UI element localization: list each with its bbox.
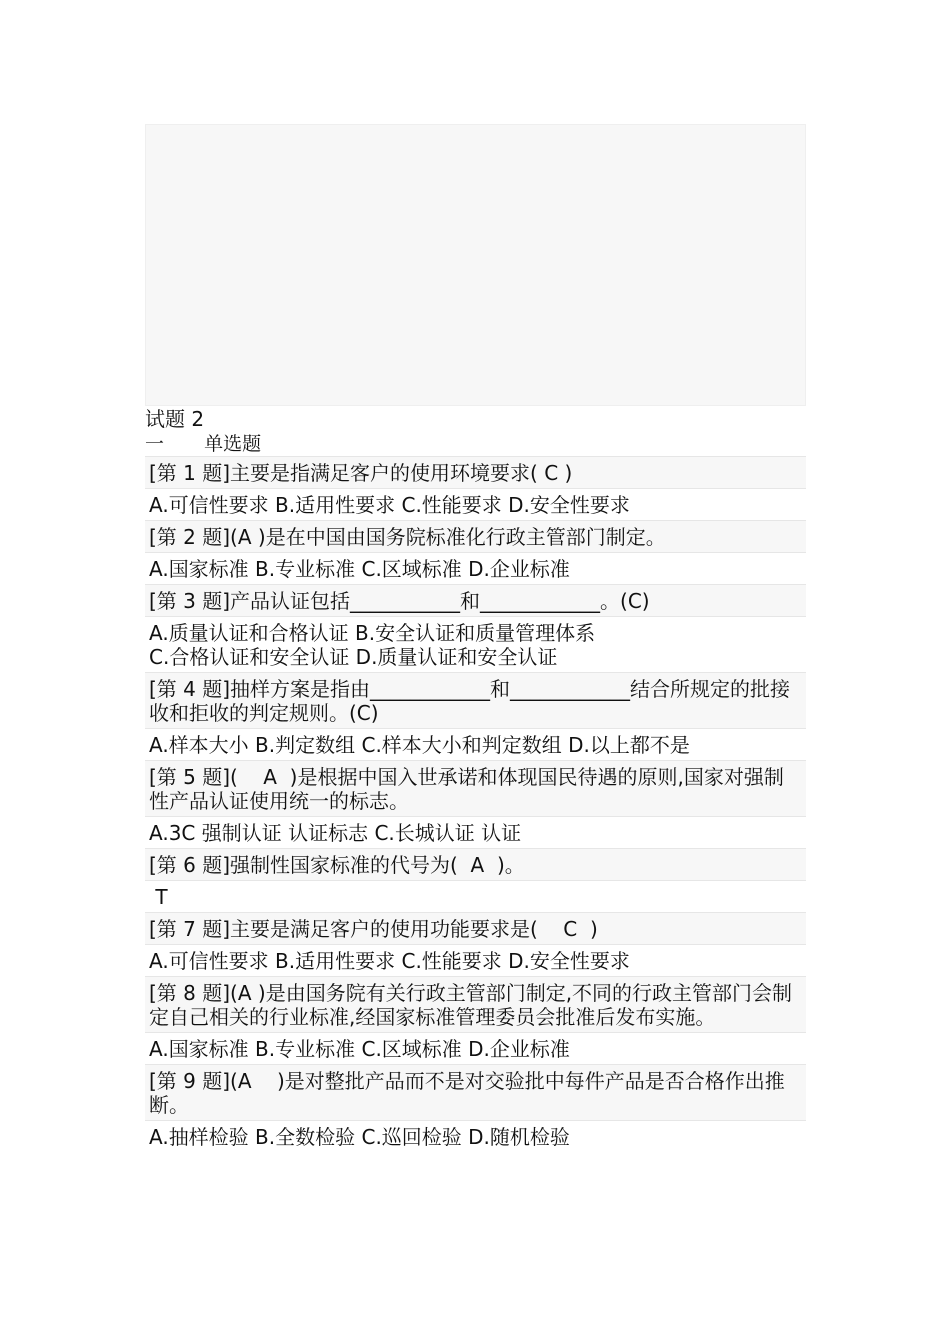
page-title: 试题 2 bbox=[145, 407, 205, 431]
question-row: [第 5 题]( A )是根据中国入世承诺和体现国民待遇的原则,国家对强制性产品认证使用统一的标志。 bbox=[145, 760, 806, 816]
question-row: [第 2 题](A )是在中国由国务院标准化行政主管部门制定。 bbox=[145, 520, 806, 552]
options-row: A.质量认证和合格认证 B.安全认证和质量管理体系 C.合格认证和安全认证 D.质量认证和安全认证 bbox=[145, 616, 806, 672]
section-heading bbox=[145, 432, 261, 456]
question-row: [第 8 题](A )是由国务院有关行政主管部门制定,不同的行政主管部门会制定自己相关的行业标准,经国家标准管理委员会批准后发布实施。 bbox=[145, 976, 806, 1032]
section-number: 一 bbox=[145, 433, 165, 455]
question-row: [第 7 题]主要是满足客户的使用功能要求是( C ) bbox=[145, 912, 806, 944]
options-row: A.可信性要求 B.适用性要求 C.性能要求 D.安全性要求 bbox=[145, 944, 806, 976]
options-row: A.国家标准 B.专业标准 C.区域标准 D.企业标准 bbox=[145, 1032, 806, 1064]
options-row: A.可信性要求 B.适用性要求 C.性能要求 D.安全性要求 bbox=[145, 488, 806, 520]
question-row: [第 1 题]主要是指满足客户的使用环境要求( C ) bbox=[145, 456, 806, 488]
top-banner-area bbox=[145, 124, 806, 406]
question-row: [第 4 题]抽样方案是指由____________和____________结合所规定的批接收和拒收的判定规则。(C) bbox=[145, 672, 806, 728]
options-row: A.3C 强制认证 认证标志 C.长城认证 认证 bbox=[145, 816, 806, 848]
options-row: A.抽样检验 B.全数检验 C.巡回检验 D.随机检验 bbox=[145, 1120, 806, 1152]
section-label: 单选题 bbox=[204, 433, 262, 455]
options-row: A.样本大小 B.判定数组 C.样本大小和判定数组 D.以上都不是 bbox=[145, 728, 806, 760]
question-row: [第 6 题]强制性国家标准的代号为( A )。 bbox=[145, 848, 806, 880]
question-row: [第 9 题](A )是对整批产品而不是对交验批中每件产品是否合格作出推断。 bbox=[145, 1064, 806, 1120]
question-row: [第 3 题]产品认证包括___________和____________。(C) bbox=[145, 584, 806, 616]
options-row: T bbox=[145, 880, 806, 912]
options-row: A.国家标准 B.专业标准 C.区域标准 D.企业标准 bbox=[145, 552, 806, 584]
question-list bbox=[145, 456, 806, 1152]
